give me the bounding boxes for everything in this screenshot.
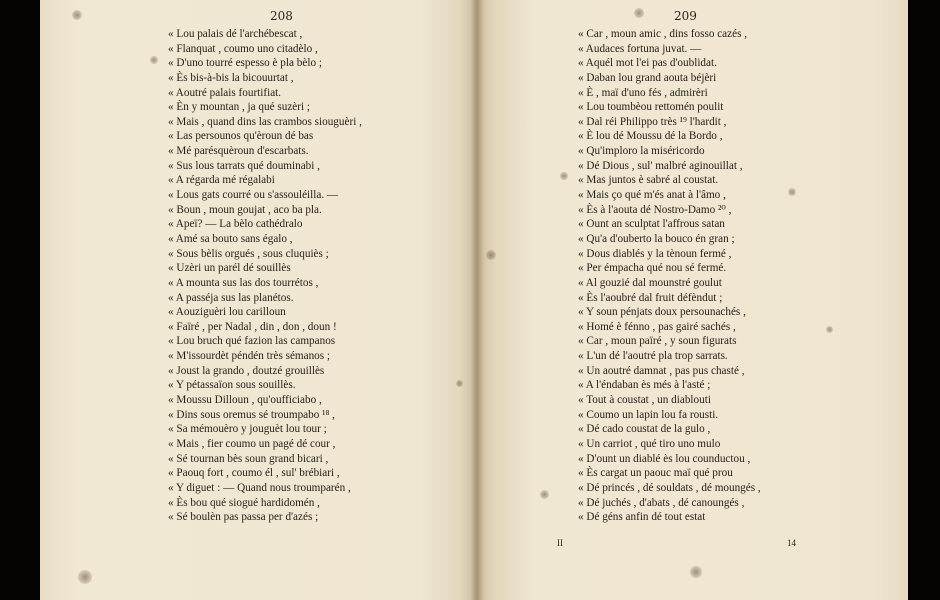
verse-line: « Sus lous tarrats qué douminabi , xyxy=(168,159,320,172)
foxing-spot xyxy=(788,188,796,196)
verse-line: « Mé parésquèroun d'escarbats. xyxy=(168,145,309,158)
verse-line: « Sé boulèn pas passa per d'azés ; xyxy=(168,511,319,524)
verse-line: « Un carriot , qué tiro uno mulo xyxy=(578,437,721,450)
verse-line: « Qu'imploro la miséricordo xyxy=(578,145,705,158)
verse-line: « Lou bruch qué fazion las campanos xyxy=(168,335,336,348)
verse-line: « A passéja sus las planétos. xyxy=(168,291,294,304)
verse-line: « Èn y mountan , ja qué suzèri ; xyxy=(168,101,310,114)
verse-line: « Qu'a d'ouberto la bouco én gran ; xyxy=(578,232,735,245)
page-number-right: 209 xyxy=(674,9,697,23)
foxing-spot xyxy=(150,56,158,64)
verse-line: « Dous diablés y la tènoun fermé , xyxy=(578,247,732,260)
verse-line: « Mais , quand dins las crambos siouguèri , xyxy=(168,115,362,128)
verse-line: « D'uno tourré espesso è pla bèlo ; xyxy=(168,57,322,70)
verse-line: « Mais ço qué m'és anat à l'âmo , xyxy=(578,189,726,202)
verse-line: « Daban lou grand aouta béjèri xyxy=(578,71,717,84)
verse-line: « Lous gats courré ou s'assouléilla. — xyxy=(168,189,339,202)
verse-line: « Apeï? — La bèlo cathédralo xyxy=(168,218,303,231)
verse-line: « Car , moun païré , y soun figurats xyxy=(578,335,737,348)
foxing-spot xyxy=(540,490,549,499)
verse-line: « Aouziguèri lou carilloun xyxy=(168,306,286,319)
verse-line: « È , maï d'uno fés , admirèri xyxy=(578,86,708,99)
verse-line: « D'ount un diablé ès lou counductou , xyxy=(578,452,751,465)
left-page xyxy=(40,0,476,600)
verse-line: « Dins sous oremus sé troumpabo ¹⁸ , xyxy=(168,408,335,421)
verse-line: « Coumo un lapin lou fa rousti. xyxy=(578,408,719,421)
foxing-spot xyxy=(78,570,92,584)
foxing-spot xyxy=(560,172,568,180)
verse-line: « Ès bou qué siogué hardidomén , xyxy=(168,496,320,509)
verse-line: « Moussu Dilloun , qu'oufficiabo , xyxy=(168,394,322,407)
verse-line: « Aoutré palais fourtifiat. xyxy=(168,86,282,99)
verse-line: « Las persounos qu'èroun dé bas xyxy=(168,130,314,143)
verse-line: « Y soun pénjats doux persounachés , xyxy=(578,306,746,319)
verse-line: « Uzèri un parél dé souillès xyxy=(168,262,291,275)
verse-line: « Homé è fénno , pas gairé sachés , xyxy=(578,320,736,333)
page-number-left: 208 xyxy=(270,9,293,23)
verse-line: « Boun , moun goujat , aco ba pla. xyxy=(168,203,322,216)
verse-line: « Sa mémouèro y jouguèt lou tour ; xyxy=(168,423,327,436)
left-page-text xyxy=(168,27,362,525)
verse-line: « Mas juntos è sabré al coustat. xyxy=(578,174,719,187)
verse-line: « Sé tournan bès soun grand bicari , xyxy=(168,452,329,465)
verse-line: « Dé Dious , sul' malbré aginouillat , xyxy=(578,159,743,172)
signature-mark-right: 14 xyxy=(787,538,796,548)
foxing-spot xyxy=(486,250,496,260)
verse-line: « Faïré , per Nadal , din , don , doun ! xyxy=(168,320,337,333)
verse-line: « Ès cargat un paouc maï qué prou xyxy=(578,467,733,480)
verse-line: « È lou dé Moussu dé la Bordo , xyxy=(578,130,723,143)
verse-line: « Y diguet : — Quand nous troumparén , xyxy=(168,481,351,494)
verse-line: « A mounta sus las dos tourrétos , xyxy=(168,276,319,289)
verse-line: « Per émpacha qué nou sé fermé. xyxy=(578,262,727,275)
foxing-spot xyxy=(826,326,833,333)
verse-line: « Lou palais dé l'archébescat , xyxy=(168,28,303,40)
verse-line: « Flanquat , coumo uno citadèlo , xyxy=(168,42,318,55)
verse-line: « Dé juchés , d'abats , dé canoungés , xyxy=(578,496,745,509)
verse-line: « Y pétassaïon sous souillès. xyxy=(168,379,296,392)
verse-line: « Amé sa bouto sans égalo , xyxy=(168,232,293,245)
verse-line: « A l'éndaban ès més à l'asté ; xyxy=(578,379,711,392)
verse-line: « Paouq fort , coumo él , sul' brébiari , xyxy=(168,467,340,480)
foxing-spot xyxy=(72,10,82,20)
verse-line: « Car , moun amic , dins fosso cazés , xyxy=(578,28,748,40)
verse-line: « Dé géns anfin dé tout estat xyxy=(578,511,706,524)
signature-mark-left: II xyxy=(557,538,563,548)
verse-line: « Un aoutré damnat , pas pus chasté , xyxy=(578,364,745,377)
verse-line: « Ès l'aoubré dal fruit défèndut ; xyxy=(578,291,723,304)
verse-line: « Al gouzié dal mounstré goulut xyxy=(578,276,722,289)
verse-line: « Dal réi Philippo très ¹⁹ l'hardit , xyxy=(578,115,727,128)
verse-line: « Dé princés , dé souldats , dé moungés , xyxy=(578,481,761,494)
verse-line: « Dé cado coustat de la gulo , xyxy=(578,423,711,436)
verse-line: « Audaces fortuna juvat. — xyxy=(578,42,702,55)
right-page xyxy=(476,0,908,600)
foxing-spot xyxy=(456,380,463,387)
foxing-spot xyxy=(690,566,702,578)
right-page-text xyxy=(578,27,761,525)
verse-line: « Joust la grando , doutzé grouillès xyxy=(168,364,325,377)
verse-line: « Ount an sculptat l'affrous satan xyxy=(578,218,725,231)
book-gutter xyxy=(470,0,484,600)
verse-line: « Mais , fier coumo un pagé dé cour , xyxy=(168,437,336,450)
verse-line: « Sous bèlis orgués , sous cluquiès ; xyxy=(168,247,329,260)
verse-line: « Tout à coustat , un diablouti xyxy=(578,394,711,407)
verse-line: « A régarda mé régalabi xyxy=(168,174,275,187)
verse-line: « L'un dé l'aoutré pla trop sarrats. xyxy=(578,350,728,363)
verse-line: « M'issourdèt péndén très sémanos ; xyxy=(168,350,331,363)
verse-line: « Aquél mot l'ei pas d'oublidat. xyxy=(578,57,717,70)
foxing-spot xyxy=(634,8,644,18)
verse-line: « Ès bis-à-bis la bicouurtat , xyxy=(168,71,294,84)
verse-line: « Lou toumbèou rettomén poulit xyxy=(578,101,724,114)
verse-line: « Ès à l'aouta dé Nostro-Damo ²⁰ , xyxy=(578,203,732,216)
